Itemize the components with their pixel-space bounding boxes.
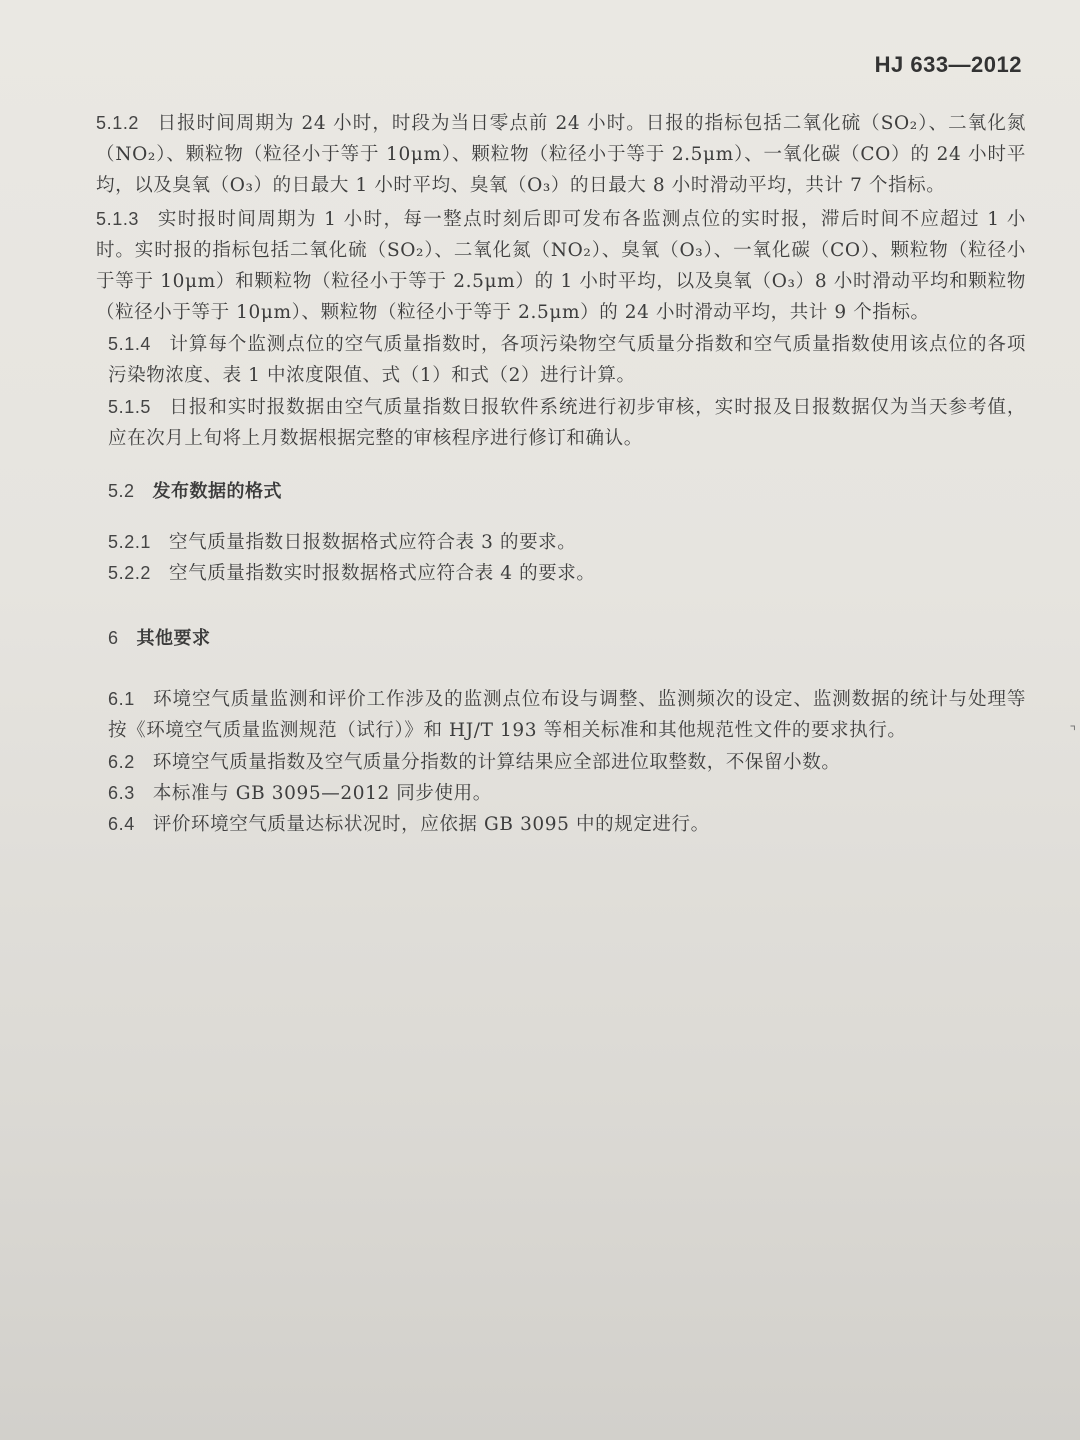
document-body [96,108,1026,842]
clause-text: 实时报时间周期为 1 小时，每一整点时刻后即可发布各监测点位的实时报，滞后时间不应超过 1 小时。实时报的指标包括二氧化硫（SO₂）、二氧化氮（NO₂）、臭氧（O₃）、一氧化碳（CO）、颗粒物（粒径小于等于 10μm）和颗粒物（粒径小于等于 2.5μm）的 1 小时平均，以及臭氧（O₃）8 小时滑动平均和颗粒物（粒径小于等于 10μm）、颗粒物（粒径小于等于 2.5μm）的 24 小时滑动平均，共计 9 个指标。 [96,209,1026,323]
clause-5-1-2 [96,108,1026,201]
clause-number: 6.4 [108,814,135,834]
clause-number: 6.2 [108,752,135,772]
clause-number: 5.1.2 [96,113,140,133]
standard-code: HJ 633—2012 [874,52,1022,77]
section-title: 其他要求 [136,628,211,649]
clause-number: 5.1.5 [108,397,152,417]
clause-6-3 [96,778,1026,809]
clause-text: 评价环境空气质量达标状况时，应依据 GB 3095 中的规定进行。 [152,814,710,835]
clause-5-1-3 [96,204,1026,328]
clause-number: 5.2.2 [108,563,152,583]
clause-number: 6.3 [108,783,135,803]
clause-number: 5.1.3 [96,209,140,229]
clause-number: 6.1 [108,689,135,709]
section-number: 5.2 [108,481,135,501]
clause-5-1-4 [96,329,1026,391]
clause-6-4 [96,809,1026,840]
clause-5-2-2 [96,558,1026,589]
clause-text: 计算每个监测点位的空气质量指数时，各项污染物空气质量分指数和空气质量指数使用该点位的各项污染物浓度、表 1 中浓度限值、式（1）和式（2）进行计算。 [108,334,1026,386]
clause-text: 日报时间周期为 24 小时，时段为当日零点前 24 小时。日报的指标包括二氧化硫（SO₂）、二氧化氮（NO₂）、颗粒物（粒径小于等于 10μm）、颗粒物（粒径小于等于 2.5μm）、一氧化碳（CO）的 24 小时平均，以及臭氧（O₃）的日最大 1 小时平均、臭氧（O₃）的日最大 8 小时滑动平均，共计 7 个指标。 [96,113,1026,196]
clause-number: 5.1.4 [108,334,152,354]
clause-5-2-1 [96,527,1026,558]
clause-text: 空气质量指数实时报数据格式应符合表 4 的要求。 [169,563,596,584]
section-heading-6 [96,623,1026,654]
clause-text: 环境空气质量指数及空气质量分指数的计算结果应全部进位取整数，不保留小数。 [152,752,841,773]
section-heading-5-2 [96,476,1026,507]
section-title: 发布数据的格式 [152,481,283,502]
section-number: 6 [108,628,119,648]
clause-text: 本标准与 GB 3095—2012 同步使用。 [152,783,492,804]
page-edge-mark-icon: ⌝ [1069,724,1076,740]
clause-number: 5.2.1 [108,532,152,552]
clause-text: 空气质量指数日报数据格式应符合表 3 的要求。 [169,532,577,553]
clause-5-1-5 [96,392,1026,454]
clause-6-2 [96,747,1026,778]
clause-text: 日报和实时报数据由空气质量指数日报软件系统进行初步审核，实时报及日报数据仅为当天参考值，应在次月上旬将上月数据根据完整的审核程序进行修订和确认。 [108,397,1026,449]
clause-text: 环境空气质量监测和评价工作涉及的监测点位布设与调整、监测频次的设定、监测数据的统计与处理等按《环境空气质量监测规范（试行）》和 HJ/T 193 等相关标准和其他规范性文件的要求执行。 [108,689,1026,741]
clause-6-1 [96,684,1026,746]
